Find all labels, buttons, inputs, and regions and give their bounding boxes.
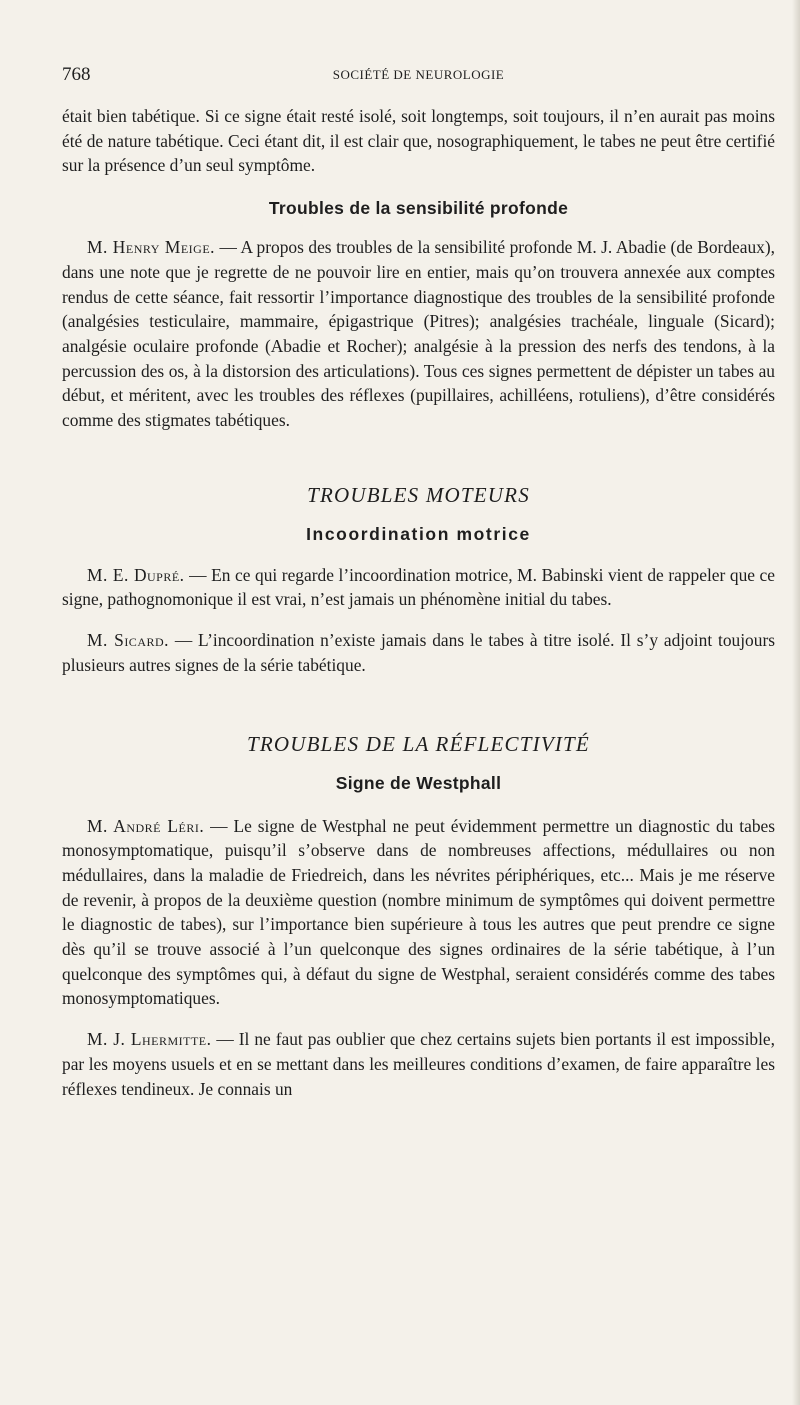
page-header xyxy=(62,64,775,90)
speaker-name: M. E. Dupré. xyxy=(87,564,185,585)
speaker-name: M. J. Lhermitte. xyxy=(87,1029,212,1050)
paragraph-text: — L’incoordination n’existe jamais dans le tabes à titre isolé. Il s’y adjoint toujours plusieurs autres signes de la série tabétique. xyxy=(62,630,775,675)
paragraph-text: — En ce qui regarde l’incoordination motrice, M. Babinski vient de rappeler que ce signe, pathognomonique il est vrai, n’est jamais un phénomène initial du tabes. xyxy=(62,564,775,610)
page-edge-shadow xyxy=(792,0,800,1405)
paragraph-text: — Le signe de Westphal ne peut évidemment permettre un diagnostic du tabes monosymptomatique, puisqu’il s’observe dans de nombreuses affections, médullaires ou non médullaires, dans la maladie de Friedreich, dans les névrites périphériques, etc... Mais je me réserve de revenir, à propos de la deuxième question (nombre minimum de symptômes qui doivent permettre le diagnostic de tabes), sur l’importance bien supérieure à tous les autres que peut prendre ce signe dès qu’il se trouve associé à l’un quelconque des signes ordinaires de la série tabétique, à l’un quelconque des symptômes qui, à défaut du signe de Westphal, seraient considérés comme des tabes monosymptomatiques. xyxy=(62,815,775,1009)
section-heading: Signe de Westphall xyxy=(335,772,502,793)
page-body xyxy=(62,104,775,1101)
document-page xyxy=(62,0,775,1405)
paragraph xyxy=(62,628,775,677)
section-heading: Troubles de la sensibilité profonde xyxy=(268,198,569,219)
paragraph-text: — A propos des troubles de la sensibilité profonde M. J. Abadie (de Bordeaux), dans une note que je regrette de ne pouvoir lire en entier, mais qu’on trouvera annexée aux comptes rendus de cette séance, fait ressortir l’importance diagnostique des troubles de la sensibilité profonde (analgésies testiculaire, mammaire, épigastrique (Pitres); analgésies trachéale, linguale (Sicard); analgésie oculaire profonde (Abadie et Rocher); analgésie à la pression des nerfs des tendons, à la percussion des os, à la distorsion des articulations). Tous ces signes permettent de dépister un tabes au début, et méritent, avec les troubles des réflexes (pupillaires, achilléens, rotuliens), d’être considérés comme des stigmates tabétiques. xyxy=(62,237,775,431)
section-heading: Incoordination motrice xyxy=(306,523,531,544)
page-number: 768 xyxy=(62,64,91,85)
running-title: SOCIÉTÉ DE NEUROLOGIE xyxy=(332,67,505,82)
paragraph: était bien tabétique. Si ce signe était resté isolé, soit longtemps, soit toujours, il n’en aurait pas moins été de nature tabétique. Ceci étant dit, il est clair que, nosographiquement, le tabes ne peut être certifié sur la présence d’un seul symptôme. xyxy=(62,106,775,176)
chapter-heading: TROUBLES MOTEURS xyxy=(307,482,530,507)
speaker-name: M. Henry Meige. xyxy=(87,237,216,258)
paragraph xyxy=(62,235,775,433)
speaker-name: M. André Léri. xyxy=(87,815,205,836)
paragraph xyxy=(62,1027,775,1101)
paragraph xyxy=(62,814,775,1012)
speaker-name: M. Sicard. xyxy=(87,630,169,651)
chapter-heading: TROUBLES DE LA RÉFLECTIVITÉ xyxy=(247,731,590,756)
paragraph xyxy=(62,563,775,612)
paragraph-text: — Il ne faut pas oublier que chez certains sujets bien portants il est impossible, par les moyens usuels et en se mettant dans les meilleures conditions d’examen, de faire apparaître les réflexes tendineux. Je connais un xyxy=(62,1029,775,1099)
